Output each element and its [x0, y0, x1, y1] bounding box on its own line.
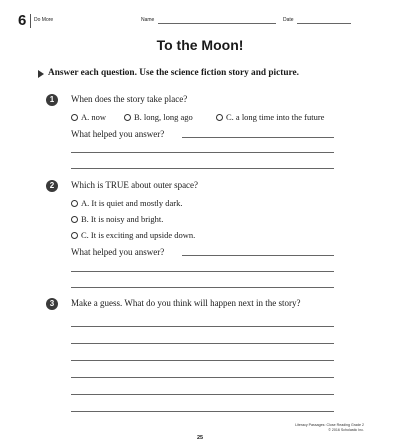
answer-option[interactable] [124, 112, 193, 122]
question-text: Make a guess. What do you think will happen next in the story? [71, 298, 301, 308]
answer-option[interactable] [71, 198, 183, 208]
answer-option[interactable] [71, 230, 195, 240]
header-divider [30, 14, 31, 28]
helper-prompt: What helped you answer? [71, 247, 165, 257]
radio-circle-icon[interactable] [124, 114, 131, 121]
answer-option[interactable] [216, 112, 324, 122]
answer-line[interactable] [71, 168, 334, 169]
radio-circle-icon[interactable] [71, 216, 78, 223]
credit-block [288, 423, 364, 432]
answer-line[interactable] [71, 394, 334, 395]
answer-line[interactable] [182, 255, 334, 256]
answer-option-label: A. It is quiet and mostly dark. [81, 198, 183, 208]
name-field-line[interactable] [158, 23, 276, 24]
answer-option-label: A. now [81, 112, 107, 122]
radio-circle-icon[interactable] [216, 114, 223, 121]
answer-line[interactable] [71, 287, 334, 288]
credit-line: Literacy Passages: Close Reading Grade 2 [295, 423, 364, 427]
answer-line[interactable] [71, 152, 334, 153]
answer-line[interactable] [182, 137, 334, 138]
unit-number: 6 [18, 12, 27, 29]
answer-option-label: C. a long time into the future [226, 112, 325, 122]
credit-line: © 2016 Scholastic Inc. [328, 427, 364, 432]
answer-line[interactable] [71, 271, 334, 272]
question-text: Which is TRUE about outer space? [71, 180, 199, 190]
question-number-badge: 1 [46, 94, 58, 106]
answer-option-label: B. It is noisy and bright. [81, 214, 164, 224]
radio-circle-icon[interactable] [71, 200, 78, 207]
question-number-badge: 2 [46, 180, 58, 192]
helper-prompt: What helped you answer? [71, 129, 165, 139]
answer-option-label: B. long, long ago [134, 112, 193, 122]
answer-option[interactable] [71, 214, 163, 224]
answer-line[interactable] [71, 377, 334, 378]
answer-option-label: C. It is exciting and upside down. [81, 230, 196, 240]
unit-label: Do More [34, 17, 54, 23]
answer-line[interactable] [71, 360, 334, 361]
arrow-right-icon [38, 70, 44, 78]
page-title: To the Moon! [156, 37, 244, 53]
question-text: When does the story take place? [71, 94, 188, 104]
answer-line[interactable] [71, 343, 334, 344]
radio-circle-icon[interactable] [71, 232, 78, 239]
instruction-text: Answer each question. Use the science fiction story and picture. [48, 68, 299, 78]
question-number-badge: 3 [46, 298, 58, 310]
name-label: Name [141, 17, 155, 23]
date-field-line[interactable] [297, 23, 351, 24]
answer-line[interactable] [71, 411, 334, 412]
date-label: Date [283, 17, 294, 23]
page-number: 25 [196, 435, 204, 441]
answer-option[interactable] [71, 112, 106, 122]
radio-circle-icon[interactable] [71, 114, 78, 121]
answer-line[interactable] [71, 326, 334, 327]
